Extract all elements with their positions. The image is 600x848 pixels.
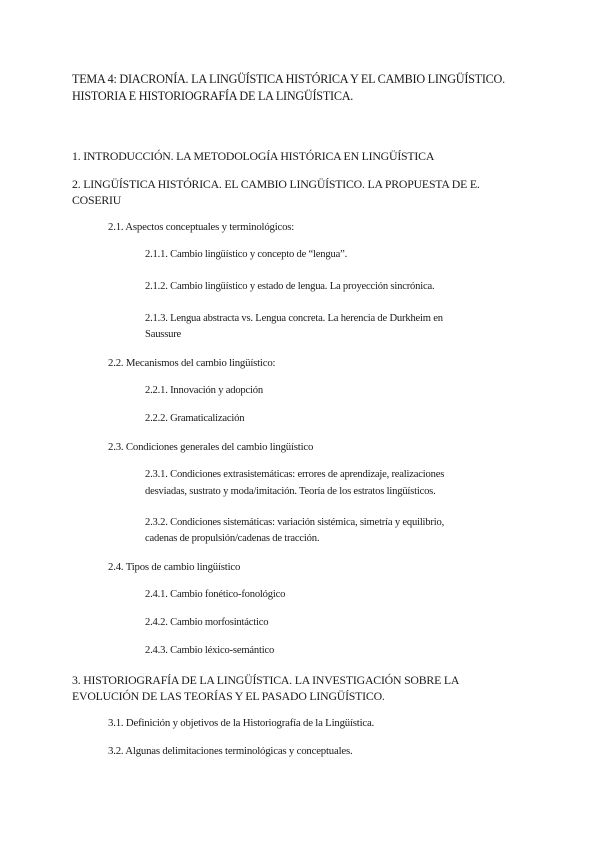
item-2-3-2-line-1: 2.3.2. Condiciones sistemáticas: variación sistémica, simetría y equilibrio, — [145, 517, 445, 528]
section-2-heading-line-2: COSERIU — [72, 193, 122, 207]
item-2-1-1: 2.1.1. Cambio lingüístico y concepto de “lengua”. — [145, 249, 348, 260]
section-3-heading-line-2: EVOLUCIÓN DE LAS TEORÍAS Y EL PASADO LINGÜÍSTICO. — [72, 689, 385, 703]
item-2-1-3-line-2: Saussure — [145, 329, 182, 340]
item-2-4-2: 2.4.2. Cambio morfosintáctico — [145, 617, 269, 628]
item-2-2-2: 2.2.2. Gramaticalización — [145, 413, 245, 424]
title-line-1: TEMA 4: DIACRONÍA. LA LINGÜÍSTICA HISTÓRICA Y EL CAMBIO LINGÜÍSTICO. — [72, 72, 505, 86]
item-2-3-2-line-2: cadenas de propulsión/cadenas de tracción. — [145, 533, 320, 544]
section-2-heading-line-1: 2. LINGÜÍSTICA HISTÓRICA. EL CAMBIO LINGÜÍSTICO. LA PROPUESTA DE E. — [72, 177, 480, 191]
item-2-1-2: 2.1.2. Cambio lingüístico y estado de lengua. La proyección sincrónica. — [145, 281, 435, 292]
subsection-2-4: 2.4. Tipos de cambio lingüístico — [108, 561, 241, 573]
item-2-3-1-line-1: 2.3.1. Condiciones extrasistemáticas: errores de aprendizaje, realizaciones — [145, 469, 445, 480]
subsection-2-3: 2.3. Condiciones generales del cambio lingüístico — [108, 441, 314, 453]
item-2-4-3: 2.4.3. Cambio léxico-semántico — [145, 645, 275, 656]
item-2-3-1-line-2: desviadas, sustrato y moda/imitación. Teoría de los estratos lingüísticos. — [145, 486, 436, 497]
subsection-2-1: 2.1. Aspectos conceptuales y terminológicos: — [108, 221, 295, 233]
item-2-4-1: 2.4.1. Cambio fonético-fonológico — [145, 589, 286, 600]
subsection-3-2: 3.2. Algunas delimitaciones terminológicas y conceptuales. — [108, 745, 353, 757]
subsection-2-2: 2.2. Mecanismos del cambio lingüístico: — [108, 357, 276, 369]
item-2-1-3-line-1: 2.1.3. Lengua abstracta vs. Lengua concreta. La herencia de Durkheim en — [145, 313, 443, 324]
item-2-2-1: 2.2.1. Innovación y adopción — [145, 385, 263, 396]
section-1-heading: 1. INTRODUCCIÓN. LA METODOLOGÍA HISTÓRICA EN LINGÜÍSTICA — [72, 149, 435, 163]
subsection-3-1: 3.1. Definición y objetivos de la Historiografía de la Lingüística. — [108, 717, 375, 729]
section-3-heading-line-1: 3. HISTORIOGRAFÍA DE LA LINGÜÍSTICA. LA INVESTIGACIÓN SOBRE LA — [72, 673, 460, 687]
title-line-2: HISTORIA E HISTORIOGRAFÍA DE LA LINGÜÍSTICA. — [72, 89, 354, 103]
